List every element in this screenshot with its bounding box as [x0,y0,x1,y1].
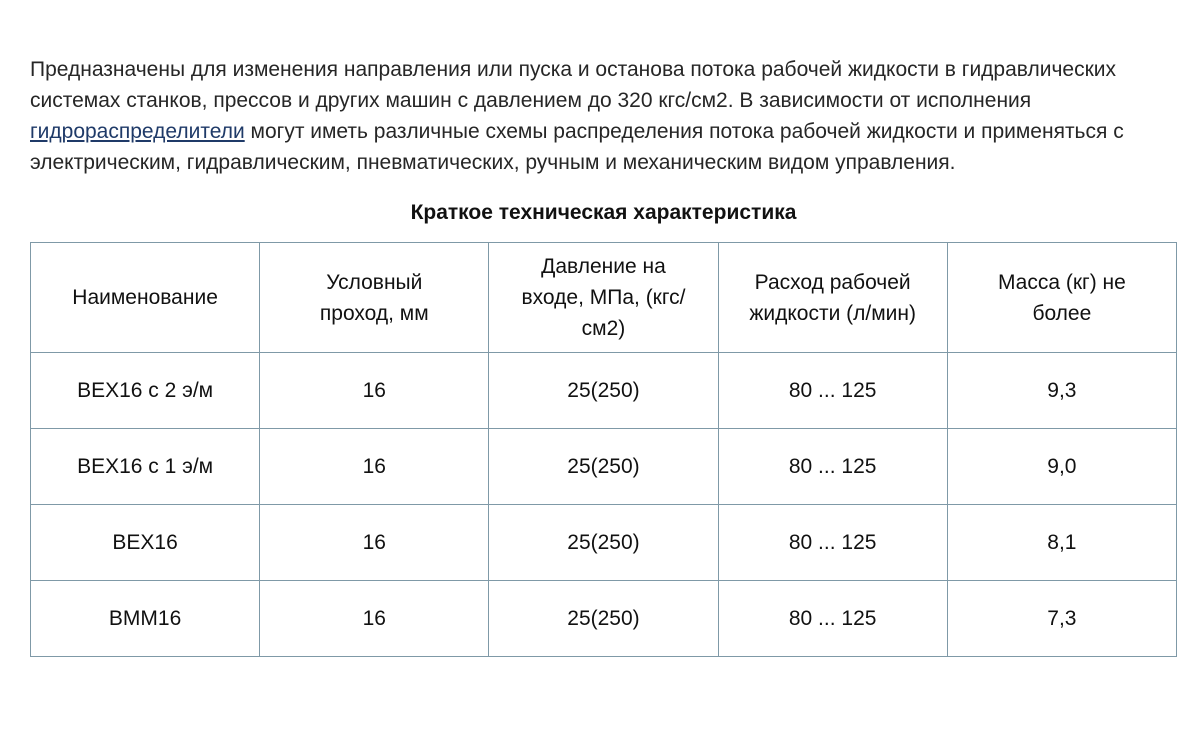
cell-name: ВЕХ16 [31,505,260,581]
column-header-flow: Расход рабочей жидкости (л/мин) [718,243,947,353]
cell-name: ВЕХ16 с 2 э/м [31,353,260,429]
cell-pressure: 25(250) [489,353,718,429]
cell-bore: 16 [260,505,489,581]
header-row [31,243,1177,353]
column-header-name: Наименование [31,243,260,353]
cell-name: ВЕХ16 с 1 э/м [31,429,260,505]
cell-name: ВММ16 [31,581,260,657]
cell-bore: 16 [260,429,489,505]
cell-bore: 16 [260,581,489,657]
cell-mass: 8,1 [947,505,1176,581]
table-row [31,429,1177,505]
cell-flow: 80 ... 125 [718,505,947,581]
intro-paragraph [30,54,1177,178]
table-row [31,353,1177,429]
column-header-mass: Масса (кг) не более [947,243,1176,353]
intro-text-before-link: Предназначены для изменения направления или пуска и останова потока рабочей жидкости в гидравлических системах станков, прессов и других машин с давлением до 320 кгс/см2. В зависимости от исполнения [30,58,1116,112]
cell-pressure: 25(250) [489,581,718,657]
cell-bore: 16 [260,353,489,429]
cell-mass: 7,3 [947,581,1176,657]
cell-flow: 80 ... 125 [718,581,947,657]
hydrodistributors-link[interactable]: гидрораспределители [30,120,245,143]
cell-pressure: 25(250) [489,429,718,505]
column-header-pressure: Давление на входе, МПа, (кгс/см2) [489,243,718,353]
table-row [31,581,1177,657]
cell-mass: 9,3 [947,353,1176,429]
cell-flow: 80 ... 125 [718,429,947,505]
table-row [31,505,1177,581]
cell-flow: 80 ... 125 [718,353,947,429]
table-title: Краткое техническая характеристика [410,201,797,224]
specs-table [30,242,1177,657]
cell-pressure: 25(250) [489,505,718,581]
intro-text-after-link: могут иметь различные схемы распределения потока рабочей жидкости и применяться с электрическим, гидравлическим, пневматических, ручным и механическим видом управления. [30,120,1124,174]
cell-mass: 9,0 [947,429,1176,505]
column-header-bore: Условный проход, мм [260,243,489,353]
